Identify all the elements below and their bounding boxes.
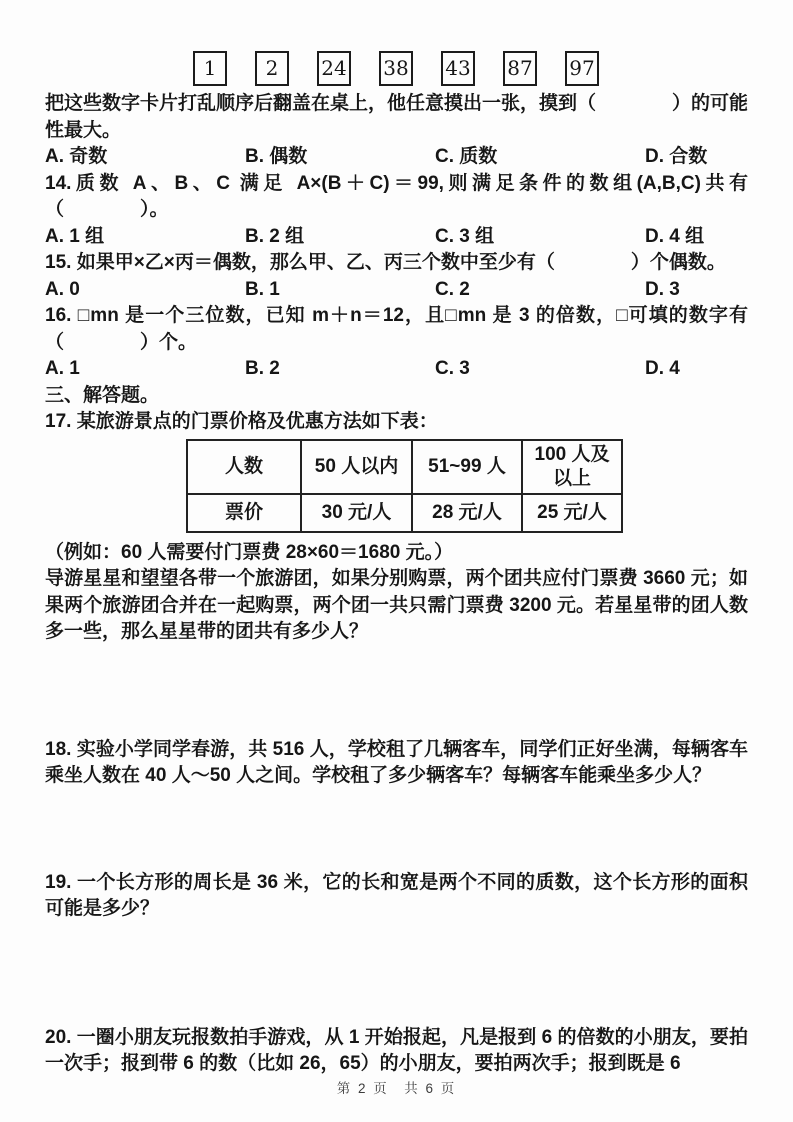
q14-option-d: D. 4 组	[645, 225, 705, 247]
table-cell: 30 元/人	[301, 494, 412, 532]
number-card: 2	[255, 51, 289, 86]
q15-option-b: B. 1	[245, 278, 280, 300]
table-cell: 51~99 人	[412, 440, 522, 494]
q14-option-c: C. 3 组	[435, 225, 495, 247]
number-card: 24	[317, 51, 351, 86]
q15-option-d: D. 3	[645, 278, 680, 300]
q13-options	[45, 144, 748, 171]
q18-stem: 18. 实验小学同学春游，共 516 人，学校租了几辆客车，同学们正好坐满，每辆客车乘坐人数在 40 人～50 人之间。学校租了多少辆客车？每辆客车能乘坐多少人？	[45, 738, 748, 786]
number-card: 1	[193, 51, 227, 86]
page-number: 第 2 页 共 6 页	[336, 1081, 457, 1096]
q14-stem: 14.质数 A、B、C 满足 A×(B＋C)＝99,则满足条件的数组(A,B,C)共有（ ）。	[45, 172, 748, 220]
q16-options	[45, 356, 748, 383]
ticket-price-table	[186, 439, 623, 533]
q17-example: （例如：60 人需要付门票费 28×60＝1680 元。）	[45, 541, 454, 563]
q16-stem: 16. □mn 是一个三位数，已知 m＋n＝12，且□mn 是 3 的倍数，□可填的数字有（ ）个。	[45, 305, 748, 353]
q16-option-b: B. 2	[245, 358, 280, 379]
q16-option-d: D. 4	[645, 358, 680, 379]
table-cell: 100 人及以上	[522, 440, 622, 494]
q15-stem: 15. 如果甲×乙×丙＝偶数，那么甲、乙、丙三个数中至少有（ ）个偶数。	[45, 252, 726, 273]
q19-stem: 19. 一个长方形的周长是 36 米，它的长和宽是两个不同的质数，这个长方形的面积可能是多少？	[45, 871, 748, 919]
table-cell: 28 元/人	[412, 494, 522, 532]
table-cell: 人数	[187, 440, 301, 494]
section-heading: 三、解答题。	[45, 384, 160, 406]
q16-option-c: C. 3	[435, 358, 470, 379]
q14-options	[45, 224, 748, 251]
q13-option-b: B. 偶数	[245, 146, 308, 167]
table-row	[187, 440, 622, 494]
q13-option-a: A. 奇数	[45, 146, 108, 167]
table-cell: 50 人以内	[301, 440, 412, 494]
q14-option-b: B. 2 组	[245, 225, 305, 247]
q17-body: 导游星星和望望各带一个旅游团，如果分别购票，两个团共应付门票费 3660 元；如果两个旅游团合并在一起购票，两个团一共只需门票费 3200 元。若星星带的团人数多一些，那么星星带的团共有多少人？	[45, 568, 748, 642]
number-card: 87	[503, 51, 537, 86]
q16-option-a: A. 1	[45, 358, 80, 379]
q20-stem: 20. 一圈小朋友玩报数拍手游戏，从 1 开始报起，凡是报到 6 的倍数的小朋友，要拍一次手；报到带 6 的数（比如 26，65）的小朋友，要拍两次手；报到既是 6	[45, 1026, 748, 1074]
q17-stem: 17. 某旅游景点的门票价格及优惠方法如下表：	[45, 411, 438, 432]
table-cell: 票价	[187, 494, 301, 532]
number-card: 38	[379, 51, 413, 86]
q13-stem: 把这些数字卡片打乱顺序后翻盖在桌上，他任意摸出一张，摸到（ ）的可能性最大。	[45, 93, 749, 141]
q15-option-c: C. 2	[435, 278, 470, 300]
table-row	[187, 494, 622, 532]
number-card: 97	[565, 51, 599, 86]
q15-options	[45, 277, 748, 304]
q14-option-a: A. 1 组	[45, 225, 105, 247]
q13-option-c: C. 质数	[435, 146, 498, 167]
number-cards	[193, 51, 748, 86]
number-card: 43	[441, 51, 475, 86]
q15-option-a: A. 0	[45, 278, 80, 300]
q13-option-d: D. 合数	[645, 146, 708, 167]
table-cell: 25 元/人	[522, 494, 622, 532]
